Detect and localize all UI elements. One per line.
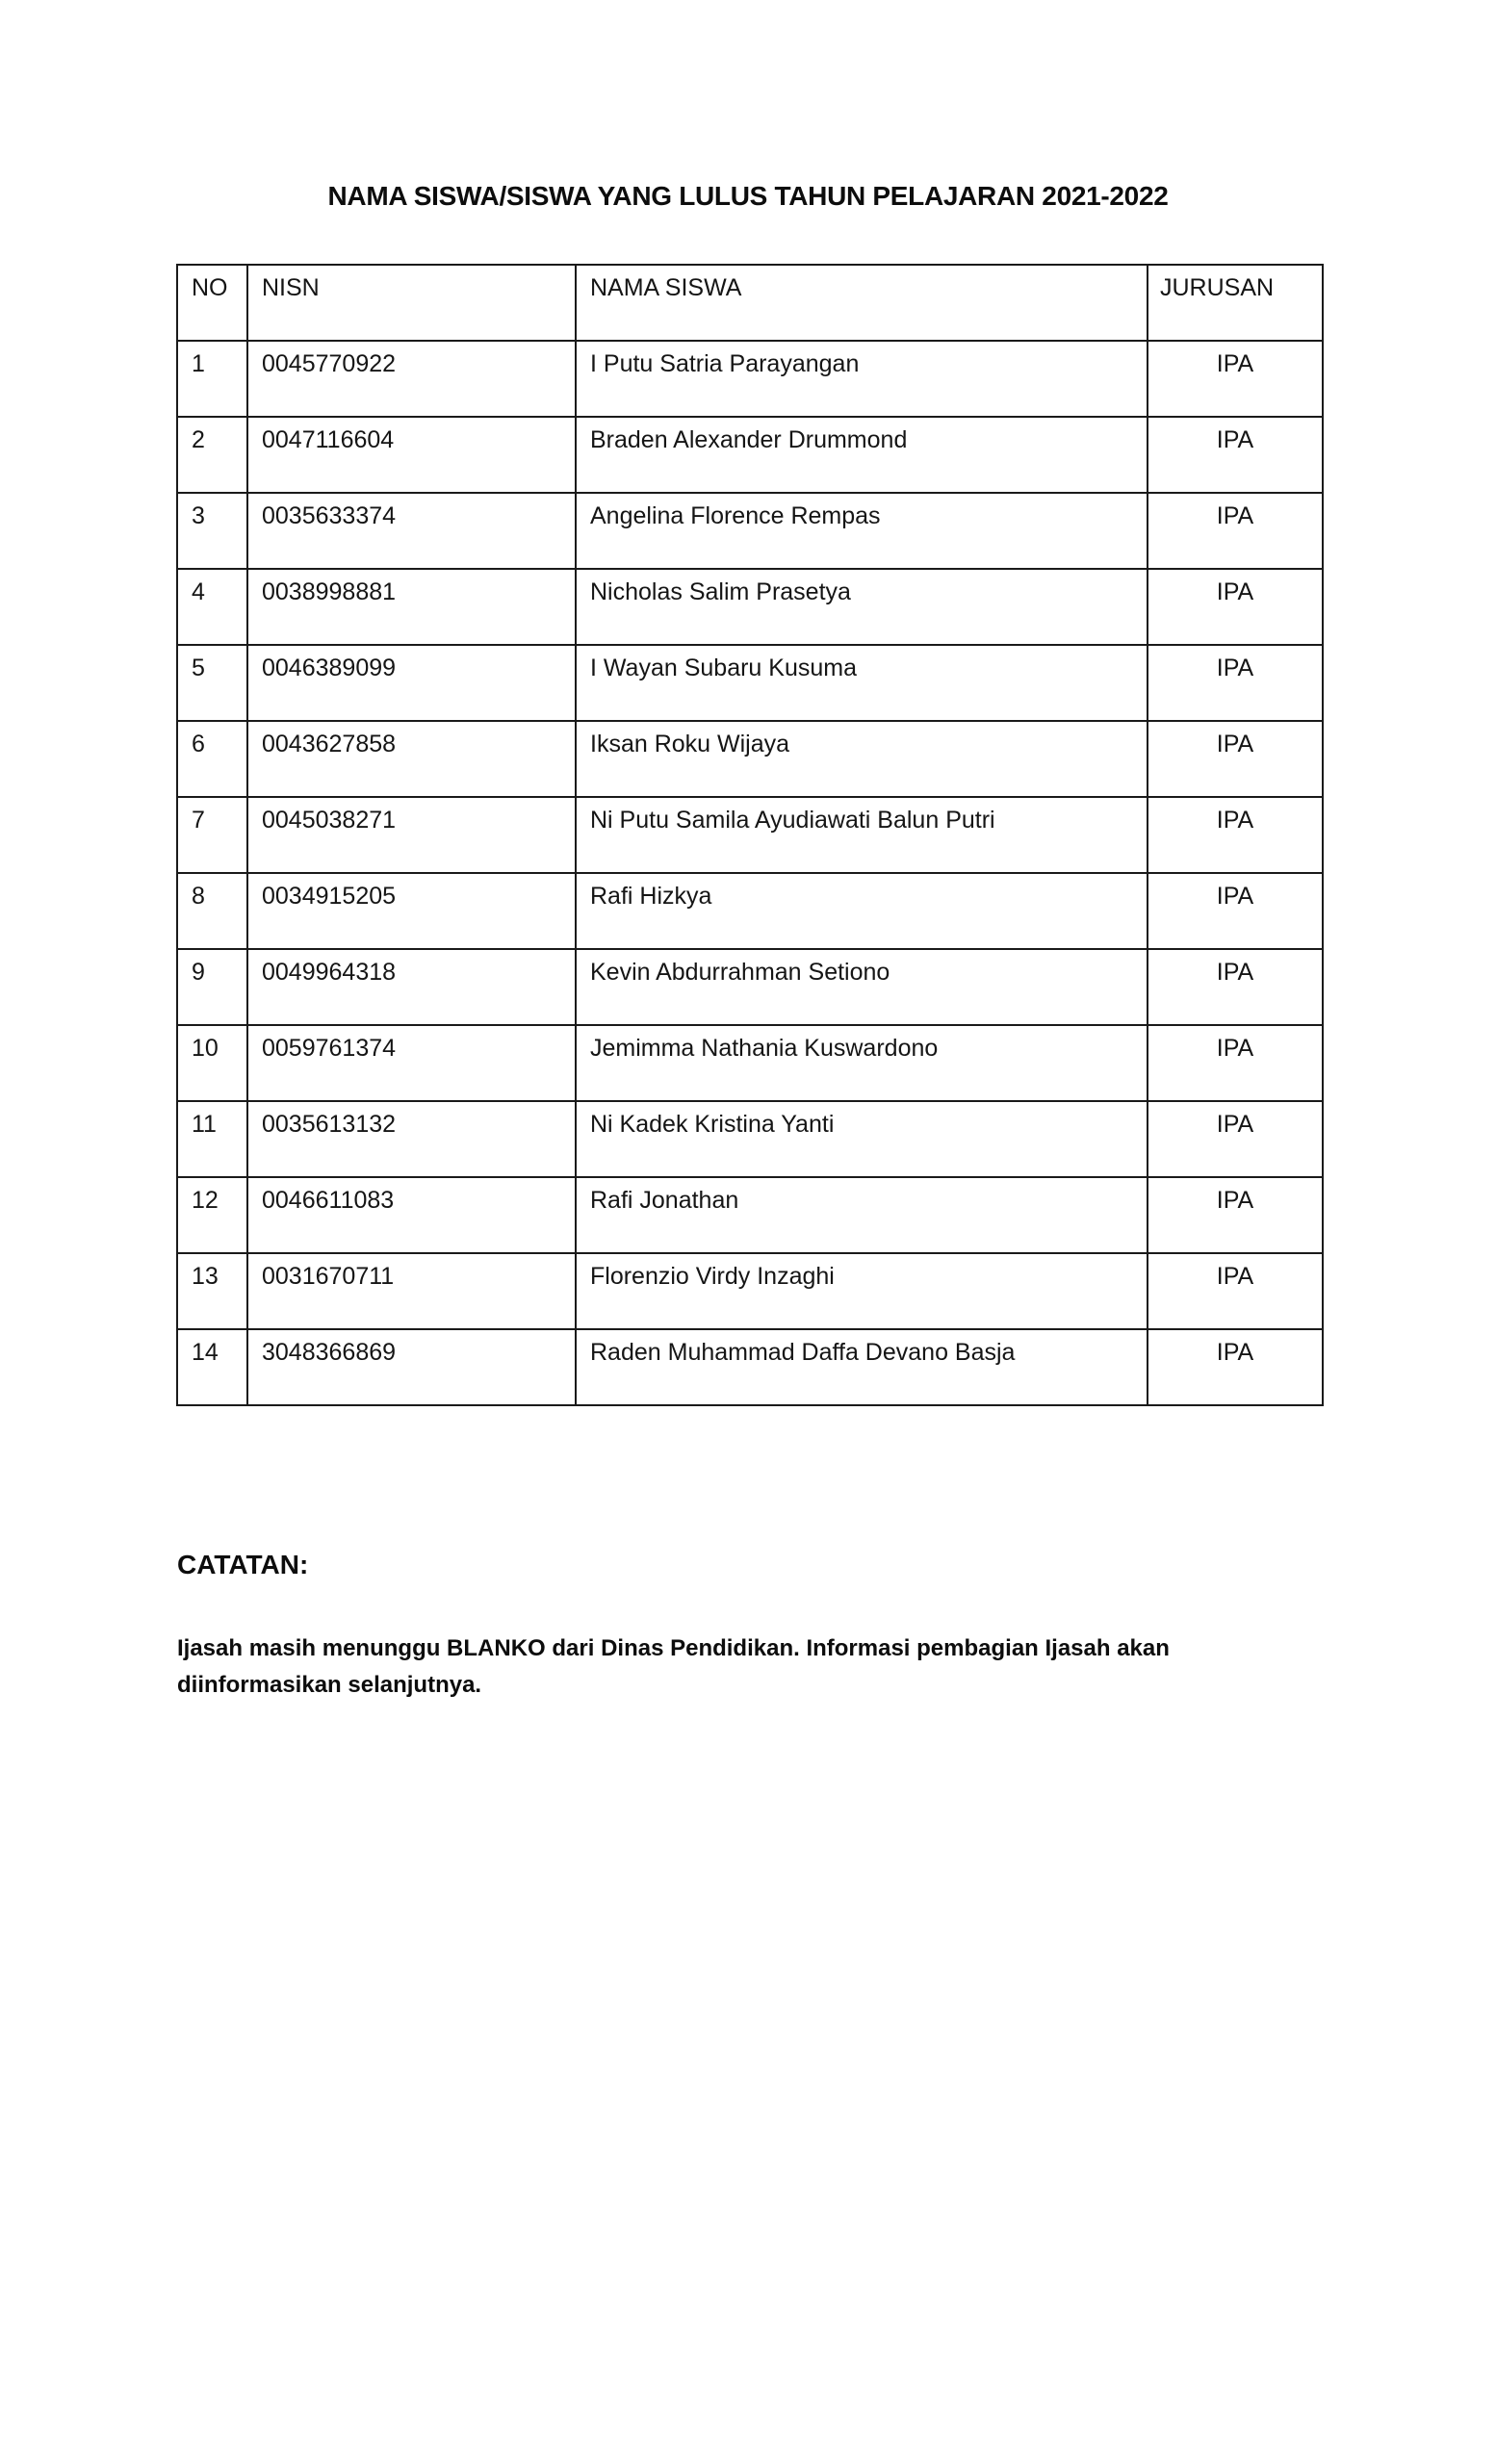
table-row [177,1101,1323,1177]
table-row [177,797,1323,873]
document-title: NAMA SISWA/SISWA YANG LULUS TAHUN PELAJARAN 2021-2022 [327,181,1169,211]
cell-nisn: 0049964318 [247,949,576,1025]
cell-nama-siswa: Ni Kadek Kristina Yanti [576,1101,1148,1177]
header-nisn: NISN [247,265,576,341]
cell-jurusan: IPA [1148,797,1323,873]
cell-nisn: 0038998881 [247,569,576,645]
header-nama-siswa: NAMA SISWA [576,265,1148,341]
header-no: NO [177,265,247,341]
cell-jurusan: IPA [1148,1025,1323,1101]
cell-nisn: 0045770922 [247,341,576,417]
cell-nisn: 0059761374 [247,1025,576,1101]
cell-nama-siswa: Braden Alexander Drummond [576,417,1148,493]
cell-nama-siswa: I Wayan Subaru Kusuma [576,645,1148,721]
table-row [177,1025,1323,1101]
cell-nisn: 3048366869 [247,1329,576,1405]
cell-no: 8 [177,873,247,949]
table-row [177,721,1323,797]
cell-nama-siswa: Ni Putu Samila Ayudiawati Balun Putri [576,797,1148,873]
cell-nama-siswa: Iksan Roku Wijaya [576,721,1148,797]
table-row [177,417,1323,493]
cell-jurusan: IPA [1148,949,1323,1025]
table-row [177,873,1323,949]
cell-no: 3 [177,493,247,569]
cell-jurusan: IPA [1148,873,1323,949]
table-row [177,1253,1323,1329]
notes-heading: CATATAN: [177,1550,309,1579]
cell-no: 6 [177,721,247,797]
cell-no: 4 [177,569,247,645]
graduates-table [176,264,1324,1406]
cell-no: 9 [177,949,247,1025]
cell-no: 1 [177,341,247,417]
cell-no: 13 [177,1253,247,1329]
table-row [177,493,1323,569]
cell-jurusan: IPA [1148,1177,1323,1253]
cell-nama-siswa: Kevin Abdurrahman Setiono [576,949,1148,1025]
cell-no: 7 [177,797,247,873]
cell-jurusan: IPA [1148,341,1323,417]
cell-nama-siswa: Jemimma Nathania Kuswardono [576,1025,1148,1101]
cell-nama-siswa: Nicholas Salim Prasetya [576,569,1148,645]
cell-nama-siswa: Rafi Jonathan [576,1177,1148,1253]
table-header-row [177,265,1323,341]
cell-nisn: 0046611083 [247,1177,576,1253]
cell-nisn: 0047116604 [247,417,576,493]
cell-jurusan: IPA [1148,1329,1323,1405]
cell-no: 5 [177,645,247,721]
cell-no: 2 [177,417,247,493]
cell-jurusan: IPA [1148,1253,1323,1329]
cell-no: 10 [177,1025,247,1101]
cell-jurusan: IPA [1148,493,1323,569]
cell-nisn: 0043627858 [247,721,576,797]
table-body [177,341,1323,1405]
cell-jurusan: IPA [1148,645,1323,721]
table-row [177,1329,1323,1405]
table-row [177,645,1323,721]
cell-nama-siswa: I Putu Satria Parayangan [576,341,1148,417]
cell-nisn: 0034915205 [247,873,576,949]
cell-nisn: 0046389099 [247,645,576,721]
header-jurusan: JURUSAN [1148,265,1323,341]
cell-nama-siswa: Rafi Hizkya [576,873,1148,949]
cell-nisn: 0035633374 [247,493,576,569]
notes-body: Ijasah masih menunggu BLANKO dari Dinas Pendidikan. Informasi pembagian Ijasah akan diinformasikan selanjutnya. [177,1635,1170,1698]
table-row [177,569,1323,645]
table-row [177,1177,1323,1253]
cell-nama-siswa: Florenzio Virdy Inzaghi [576,1253,1148,1329]
cell-nisn: 0045038271 [247,797,576,873]
cell-nama-siswa: Angelina Florence Rempas [576,493,1148,569]
cell-jurusan: IPA [1148,1101,1323,1177]
cell-nama-siswa: Raden Muhammad Daffa Devano Basja [576,1329,1148,1405]
cell-jurusan: IPA [1148,417,1323,493]
cell-no: 12 [177,1177,247,1253]
cell-nisn: 0031670711 [247,1253,576,1329]
table-row [177,949,1323,1025]
cell-no: 11 [177,1101,247,1177]
cell-no: 14 [177,1329,247,1405]
cell-jurusan: IPA [1148,569,1323,645]
cell-jurusan: IPA [1148,721,1323,797]
cell-nisn: 0035613132 [247,1101,576,1177]
table-row [177,341,1323,417]
